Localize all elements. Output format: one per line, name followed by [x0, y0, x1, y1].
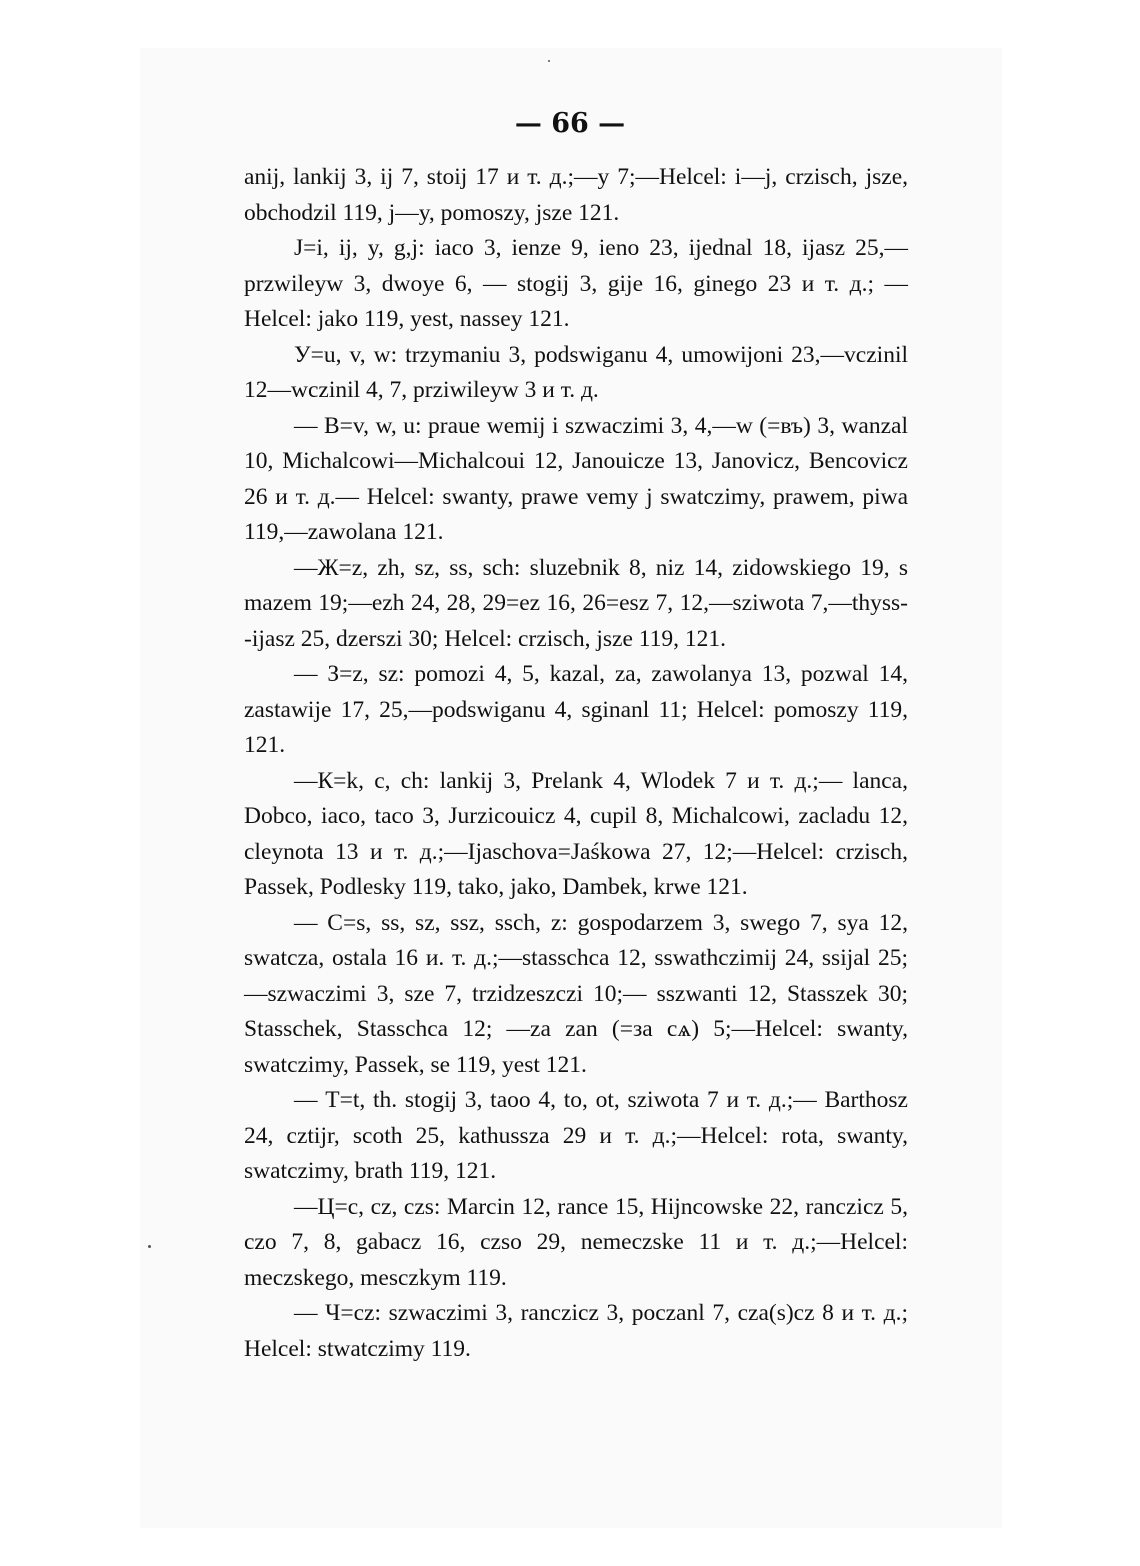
paragraph-7: —К=k, c, ch: lankij 3, Prelank 4, Wlodek 7 и т. д.;— lanca, Dobco, iaco, taco 3, Jurzicouicz 4, cupil 8, Michalcowi, zacladu 12, cleynota 13 и т. д.;—Ijaschova=Jaśkowa 27, 12;—Helcel: crzisch, Passek, Podlesky 119, tako, jako, Dambek, krwe 121.: [244, 767, 908, 900]
page-number: — 66 —: [514, 108, 626, 139]
body-text: [244, 160, 908, 1367]
paragraph-11: — Ч=cz: szwaczimi 3, ranczicz 3, poczanl 7, cza(s)cz 8 и т. д.; Helcel: stwatczimy 119.: [244, 1300, 908, 1362]
paragraph-6: — З=z, sz: pomozi 4, 5, kazal, za, zawolanya 13, pozwal 14, zastawije 17, 25,—podswiganu 4, sginanl 11; Helcel: pomoszy 119, 121.: [244, 661, 908, 758]
paragraph-2: J=i, ij, y, g,j: iaco 3, ienze 9, ieno 23, ijednal 18, ijasz 25,—przwileyw 3, dwoye 6, — stogij 3, gije 16, ginego 23 и т. д.; — Helcel: jako 119, yest, nassey 121.: [244, 235, 908, 332]
scan-speck: [548, 60, 550, 62]
paragraph-5: —Ж=z, zh, sz, ss, sch: sluzebnik 8, niz 14, zidowskiego 19, s mazem 19;—ezh 24, 28, 29=ez 16, 26=esz 7, 12,—sziwota 7,—thyss--ijasz 25, dzerszi 30; Helcel: crzisch, jsze 119, 121.: [244, 554, 908, 652]
scan-speck: [148, 1245, 151, 1248]
paragraph-8: — С=s, ss, sz, ssz, ssch, z: gospodarzem 3, swego 7, sya 12, swatcza, ostala 16 и. т. д.;—stasschca 12, sswathczimij 24, ssijal 25;—szwaczimi 3, sze 7, trzidzeszczi 10;— sszwanti 12, Stasszek 30; Stasschek, Stasschca 12; —za zan (=за сѧ) 5;—Helcel: swanty, swatczimy, Passek, se 119, yest 121.: [244, 909, 908, 1078]
paragraph-3: У=u, v, w: trzymaniu 3, podswiganu 4, umowijoni 23,—vczinil 12—wczinil 4, 7, prziwileyw 3 и т. д.: [244, 341, 908, 403]
paragraph-1: anij, lankij 3, ij 7, stoij 17 и т. д.;—y 7;—Helcel: i—j, crzisch, jsze, obchodzil 119, j—y, pomoszy, jsze 121.: [244, 164, 908, 226]
paragraph-4: — В=v, w, u: praue wemij i szwaczimi 3, 4,—w (=въ) 3, wanzal 10, Michalcowi—Michalcoui 12, Janouicze 13, Janovicz, Bencovicz 26 и т. д.— Helcel: swanty, prawe vemy j swatczimy, prawem, piwa 119,—zawolana 121.: [244, 412, 908, 545]
paragraph-9: — Т=t, th. stogij 3, taoo 4, to, ot, sziwota 7 и т. д.;— Barthosz 24, cztijr, scoth 25, kathussza 29 и т. д.;—Helcel: rota, swanty, swatczimy, brath 119, 121.: [244, 1087, 908, 1184]
paragraph-10: —Ц=c, cz, czs: Marcin 12, rance 15, Hijncowske 22, ranczicz 5, czo 7, 8, gabacz 16, czso 29, nemeczske 11 и т. д.;—Helcel: meczskego, mesczkym 119.: [244, 1193, 908, 1291]
